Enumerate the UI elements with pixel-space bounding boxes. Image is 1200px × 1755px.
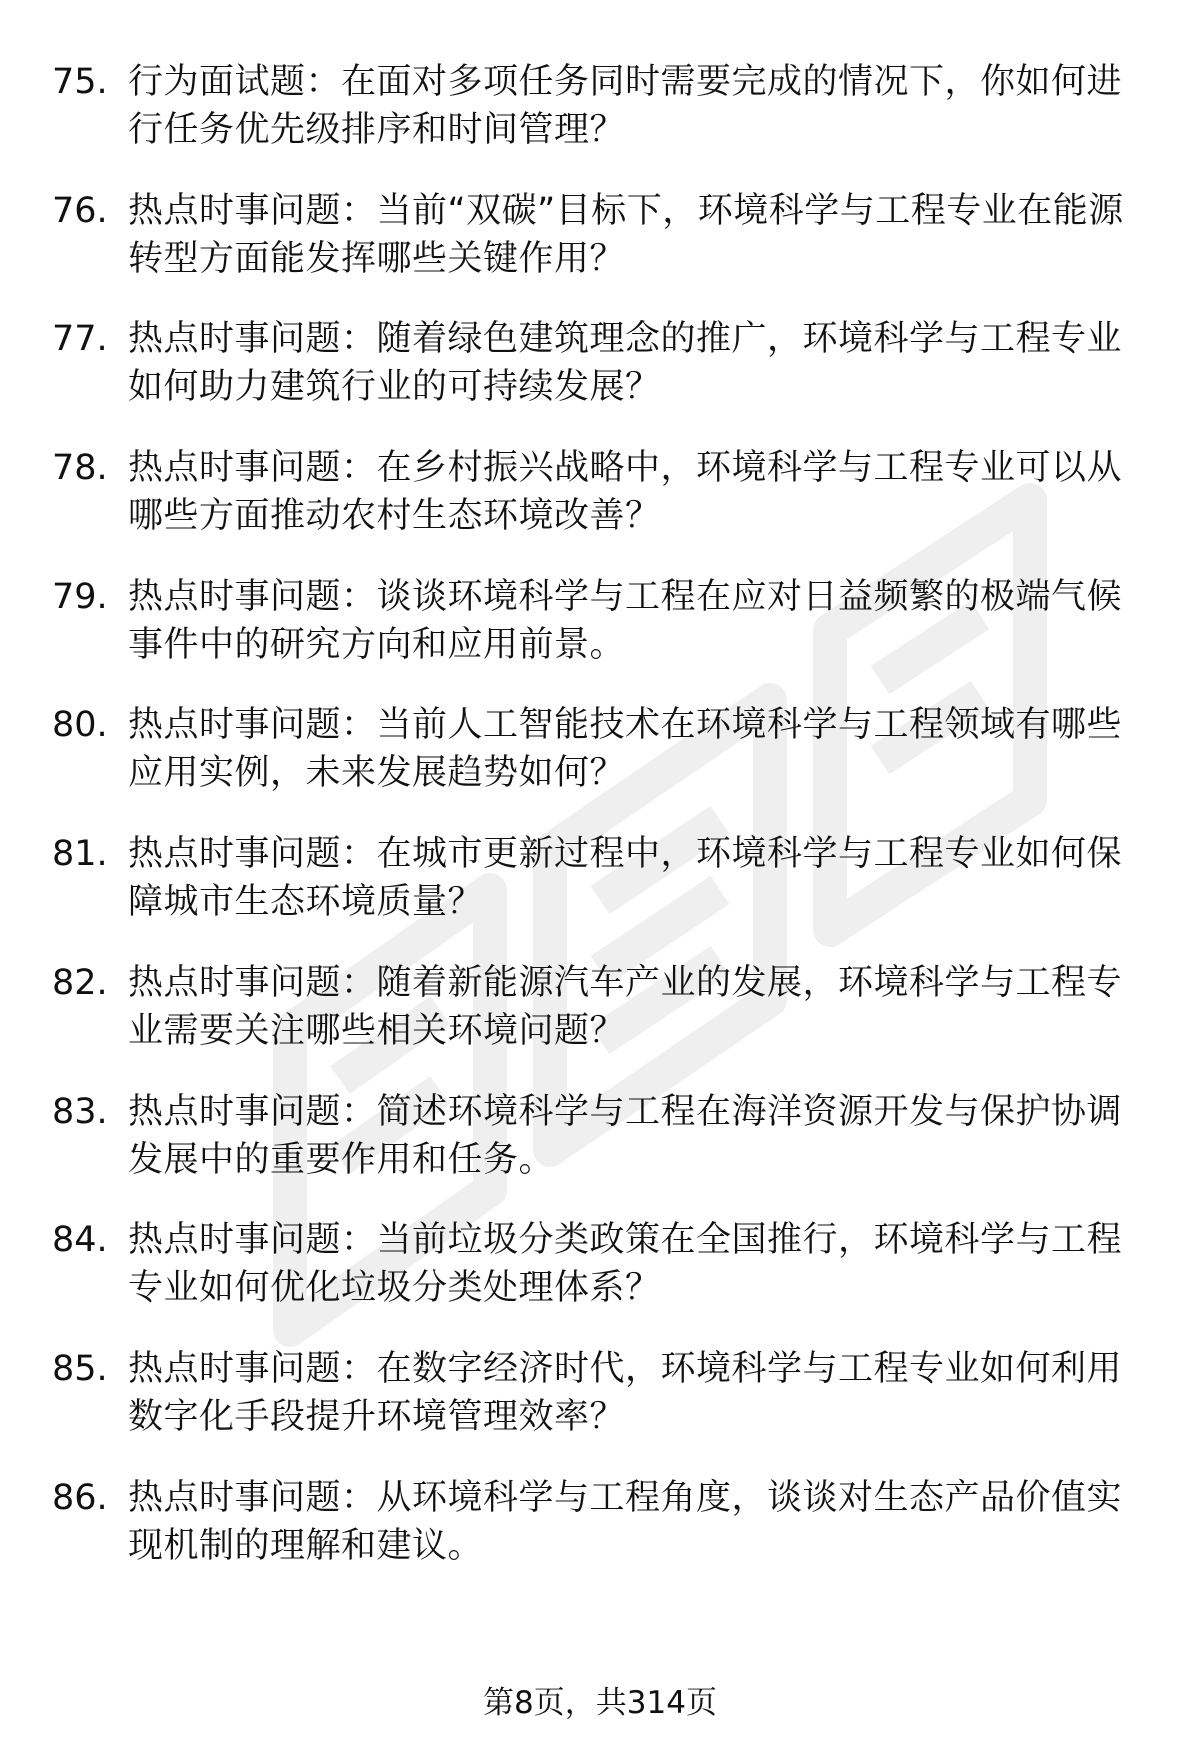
question-text: 行为面试题：在面对多项任务同时需要完成的情况下，你如何进行任务优先级排序和时间管理？ [128,62,1123,150]
question-text: 热点时事问题：在数字经济时代，环境科学与工程专业如何利用数字化手段提升环境管理效率？ [128,1348,1123,1437]
question-item [52,1474,1148,1603]
question-item [52,58,1148,187]
question-text: 热点时事问题：从环境科学与工程角度，谈谈对生态产品价值实现机制的理解和建议。 [128,1477,1123,1566]
question-text: 热点时事问题：当前人工智能技术在环境科学与工程领域有哪些应用实例，未来发展趋势如何？ [128,705,1123,794]
question-item [52,187,1148,316]
question-text: 热点时事问题：随着新能源汽车产业的发展，环境科学与工程专业需要关注哪些相关环境问题？ [128,962,1123,1051]
question-item [52,830,1148,959]
question-item [52,701,1148,830]
question-number: 77. [52,319,108,360]
question-number: 78. [52,448,108,489]
question-list [52,58,1148,1602]
question-number: 75. [52,62,108,102]
question-item [52,959,1148,1088]
question-text: 热点时事问题：在乡村振兴战略中，环境科学与工程专业可以从哪些方面推动农村生态环境改善？ [128,448,1123,537]
question-item [52,573,1148,702]
question-text: 热点时事问题：当前“双碳”目标下，环境科学与工程专业在能源转型方面能发挥哪些关键作用？ [128,190,1124,279]
question-number: 82. [52,962,108,1003]
question-number: 76. [52,190,108,231]
question-text: 热点时事问题：简述环境科学与工程在海洋资源开发与保护协调发展中的重要作用和任务。 [128,1091,1123,1180]
question-item [52,444,1148,573]
question-number: 85. [52,1348,108,1389]
question-text: 热点时事问题：随着绿色建筑理念的推广，环境科学与工程专业如何助力建筑行业的可持续发展？ [128,319,1123,408]
question-item [52,1088,1148,1217]
question-item [52,1345,1148,1474]
question-number: 84. [52,1220,108,1261]
question-number: 81. [52,834,108,875]
question-text: 热点时事问题：谈谈环境科学与工程在应对日益频繁的极端气候事件中的研究方向和应用前景。 [128,576,1123,665]
question-text: 热点时事问题：在城市更新过程中，环境科学与工程专业如何保障城市生态环境质量？ [128,834,1123,923]
question-item [52,315,1148,444]
question-number: 79. [52,576,108,617]
question-number: 80. [52,705,108,746]
question-number: 83. [52,1091,108,1132]
question-number: 86. [52,1477,108,1518]
question-text: 热点时事问题：当前垃圾分类政策在全国推行，环境科学与工程专业如何优化垃圾分类处理体系？ [128,1220,1123,1309]
page-number-footer: 第8页，共314页 [483,1685,717,1721]
question-item [52,1216,1148,1345]
